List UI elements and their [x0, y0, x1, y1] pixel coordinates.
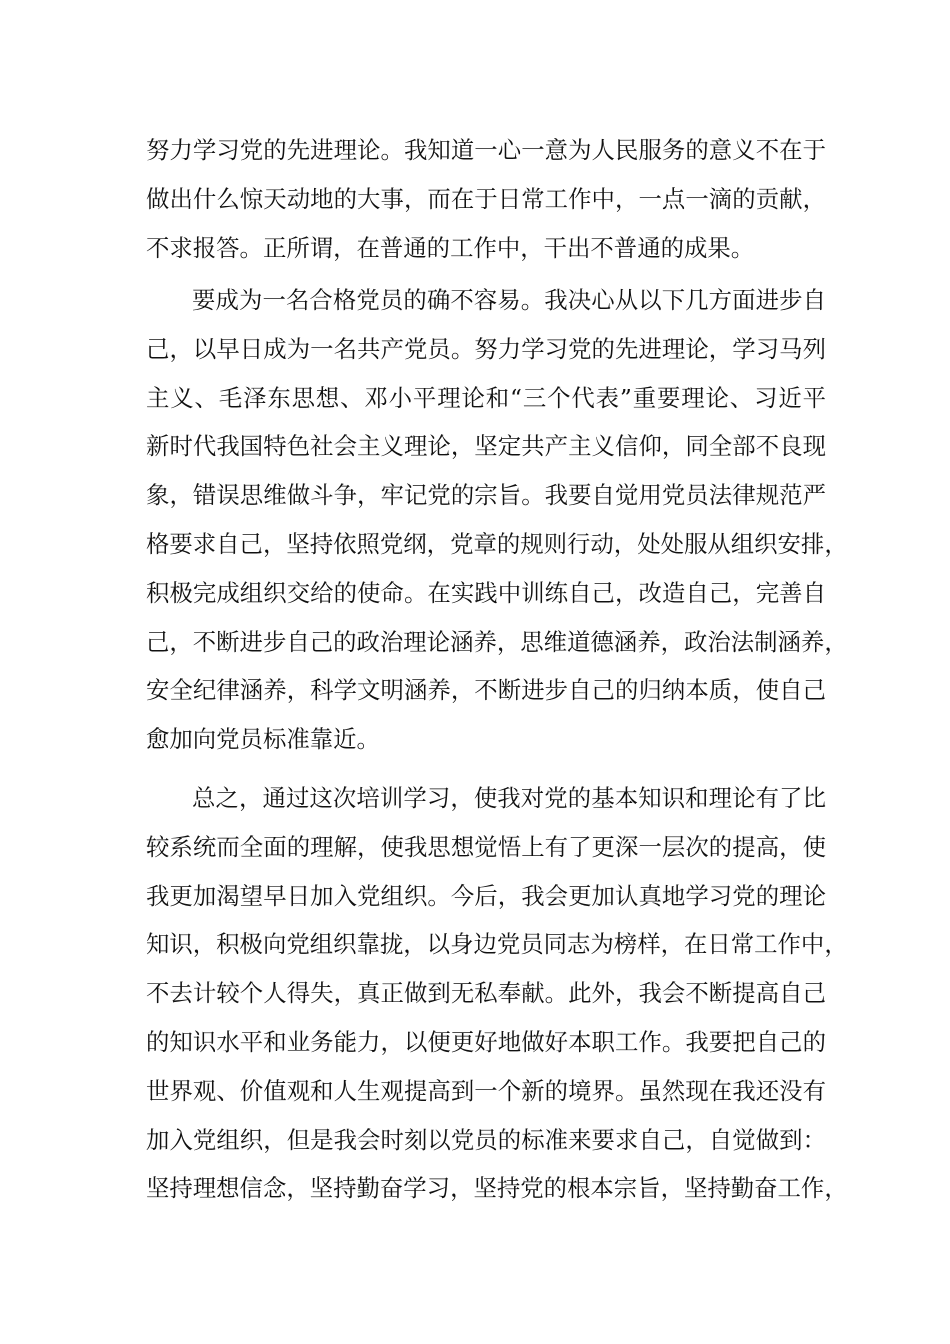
- text-line: 知识，积极向党组织靠拢，以身边党员同志为榜样，在日常工作中，: [146, 930, 848, 959]
- text-line: 不求报答。正所谓，在普通的工作中，干出不普通的成果。: [146, 233, 755, 262]
- text-line: 世界观、价值观和人生观提高到一个新的境界。虽然现在我还没有: [146, 1076, 826, 1105]
- text-line: 我更加渴望早日加入党组织。今后，我会更加认真地学习党的理论: [146, 881, 826, 910]
- text-line: 努力学习党的先进理论。我知道一心一意为人民服务的意义不在于: [146, 136, 826, 164]
- text-line: 积极完成组织交给的使命。在实践中训练自己，改造自己，完善自: [146, 578, 826, 607]
- text-line: 做出什么惊天动地的大事，而在于日常工作中，一点一滴的贡献，: [146, 184, 826, 213]
- text-line: 格要求自己，坚持依照党纲，党章的规则行动，处处服从组织安排，: [146, 529, 848, 558]
- paragraph-1: [146, 126, 826, 272]
- text-line: 加入党组织，但是我会时刻以党员的标准来要求自己，自觉做到：: [146, 1125, 826, 1154]
- text-line: 的知识水平和业务能力，以便更好地做好本职工作。我要把自己的: [146, 1027, 826, 1056]
- text-line: 安全纪律涵养，科学文明涵养，不断进步自己的归纳本质，使自己: [146, 676, 826, 705]
- text-line: 总之，通过这次培训学习，使我对党的基本知识和理论有了比: [192, 784, 826, 812]
- text-line: 要成为一名合格党员的确不容易。我决心从以下几方面进步自: [192, 286, 826, 314]
- text-line: 新时代我国特色社会主义理论，坚定共产主义信仰，同全部不良现: [146, 432, 826, 461]
- text-line: 己，不断进步自己的政治理论涵养，思维道德涵养，政治法制涵养，: [146, 627, 848, 656]
- text-line: 象，错误思维做斗争，牢记党的宗旨。我要自觉用党员法律规范严: [146, 481, 826, 510]
- text-line: 愈加向党员标准靠近。: [146, 725, 380, 754]
- text-line: 主义、毛泽东思想、邓小平理论和“三个代表”重要理论、习近平: [146, 383, 826, 412]
- text-line: 坚持理想信念，坚持勤奋学习，坚持党的根本宗旨，坚持勤奋工作，: [146, 1174, 848, 1203]
- text-line: 较系统而全面的理解，使我思想觉悟上有了更深一层次的提高，使: [146, 832, 826, 861]
- paragraph-3: [146, 774, 848, 1213]
- paragraph-2: [146, 276, 848, 764]
- text-line: 不去计较个人得失，真正做到无私奉献。此外，我会不断提高自己: [146, 979, 826, 1008]
- text-line: 己，以早日成为一名共产党员。努力学习党的先进理论，学习马列: [146, 334, 826, 363]
